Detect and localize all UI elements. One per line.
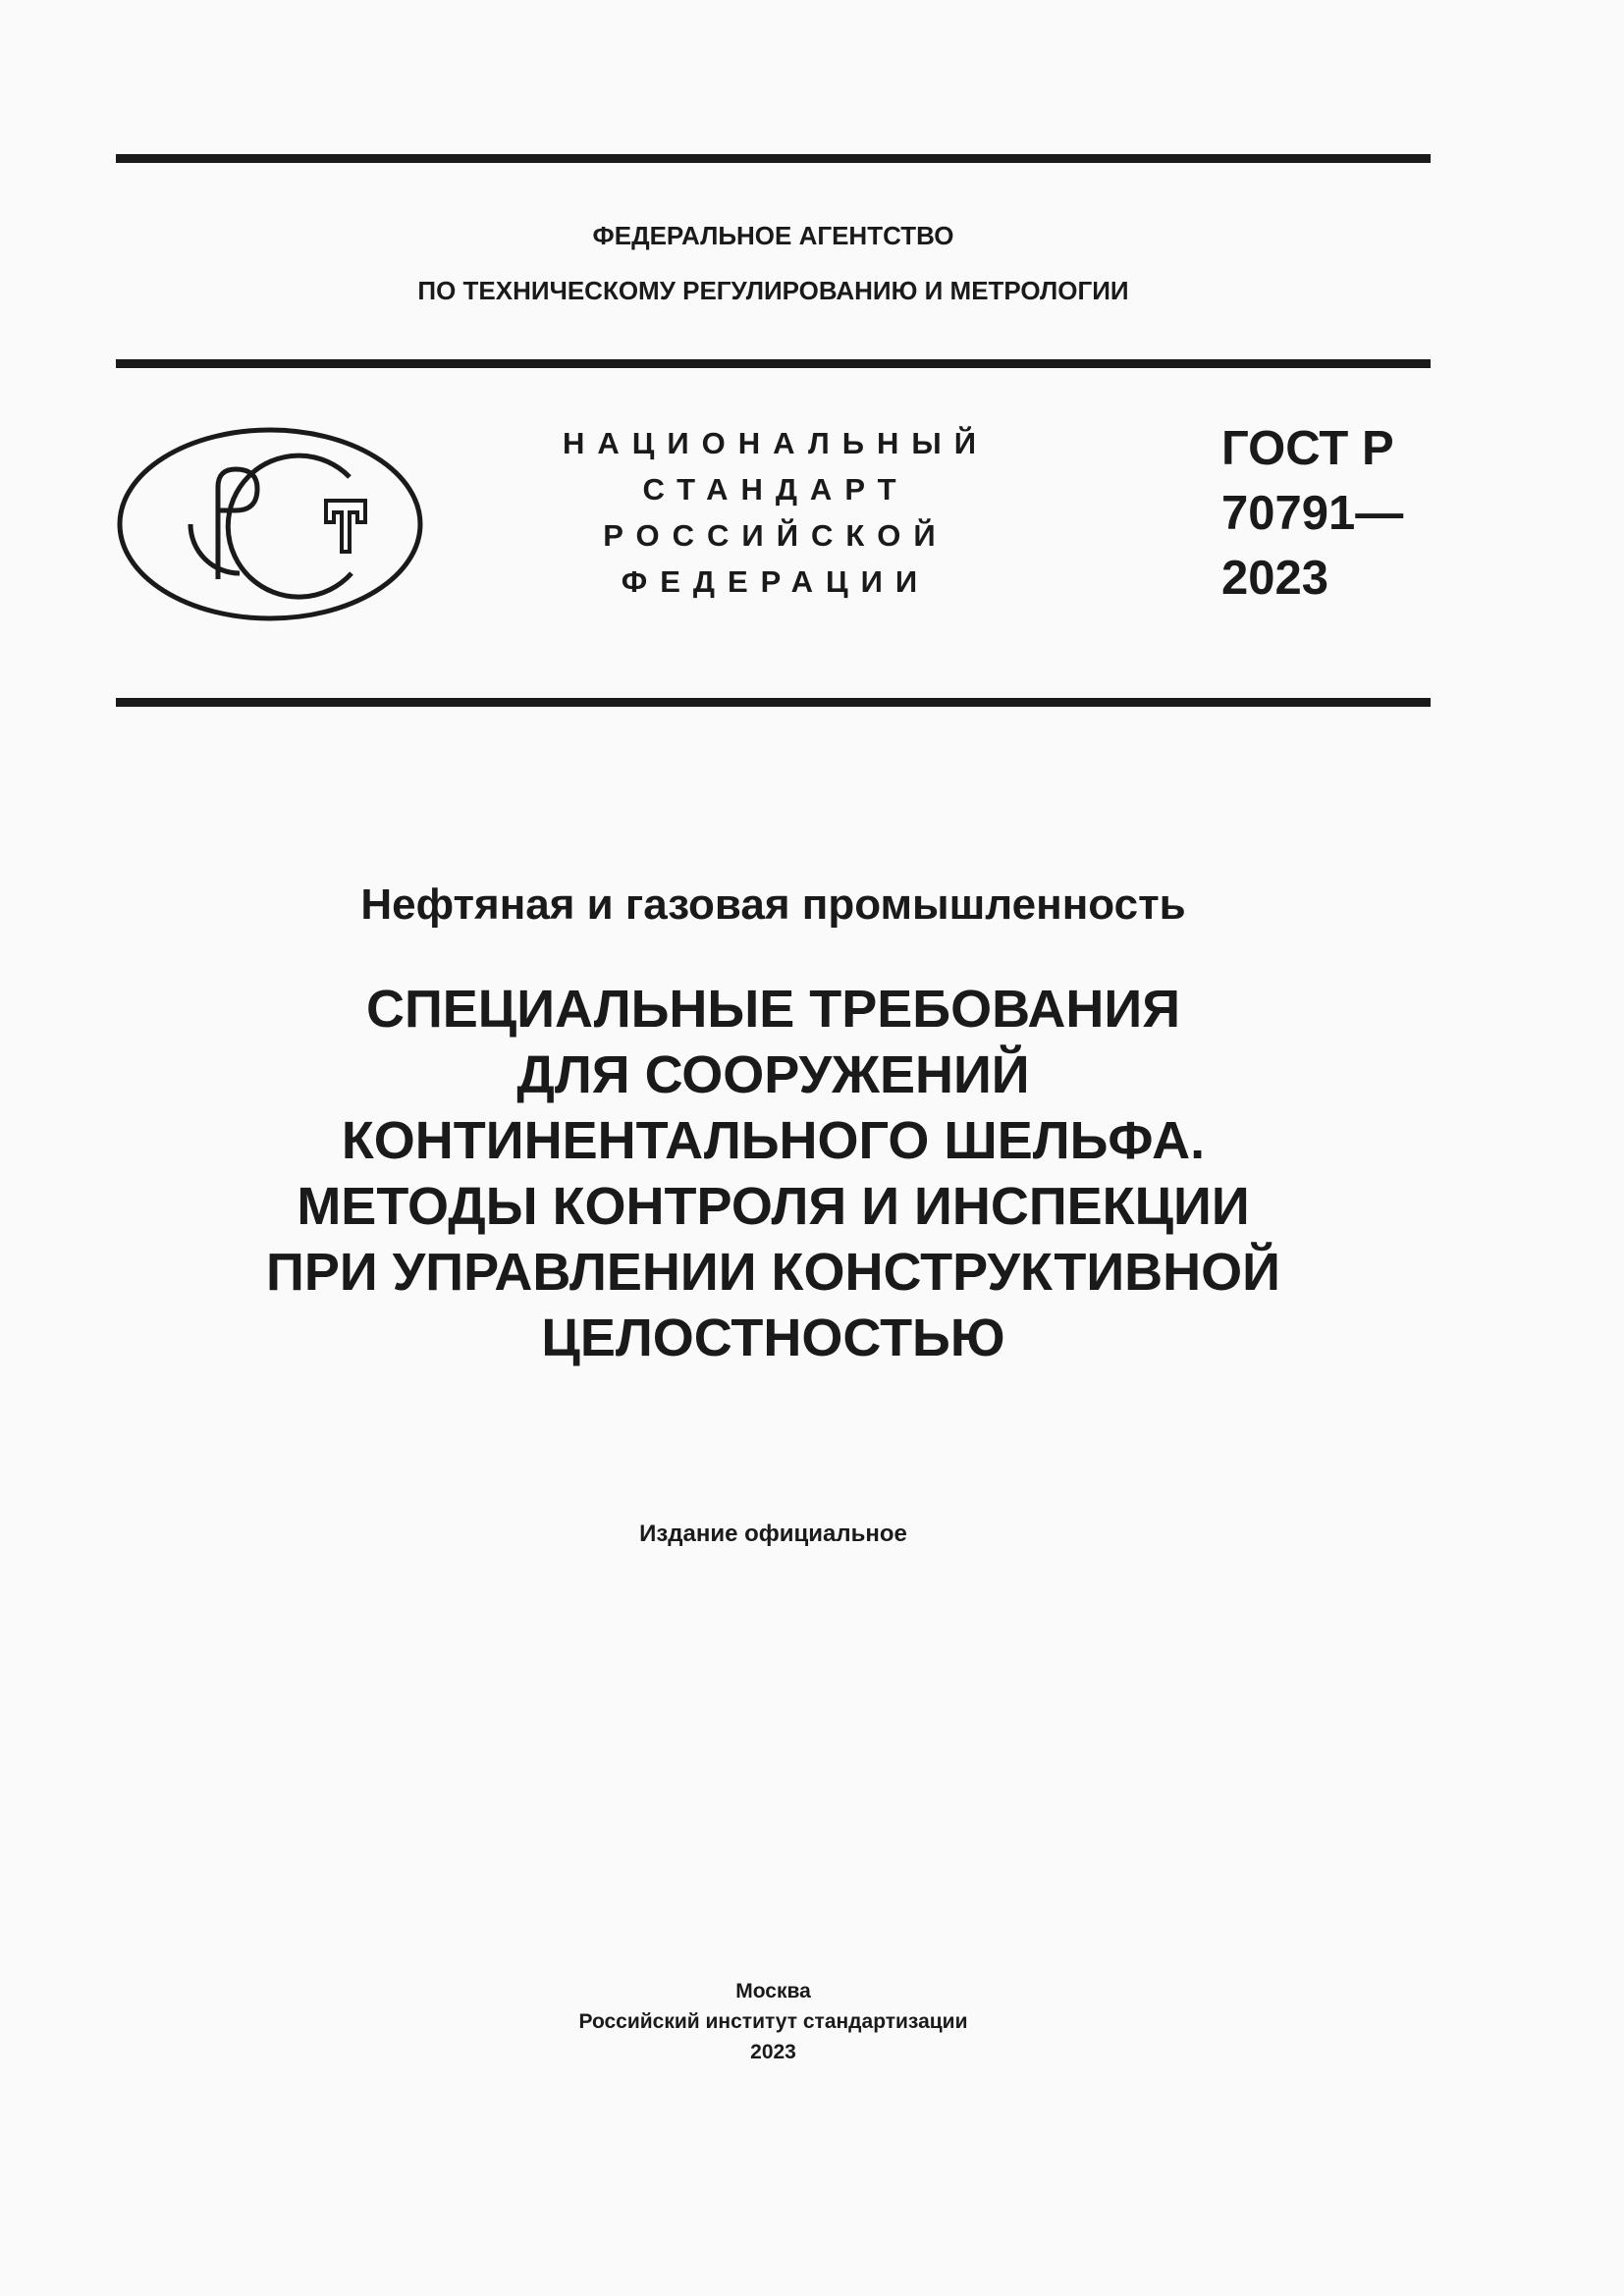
document-title <box>116 977 1431 1371</box>
title-line-4: МЕТОДЫ КОНТРОЛЯ И ИНСПЕКЦИИ <box>297 1177 1250 1236</box>
title-line-5: ПРИ УПРАВЛЕНИИ КОНСТРУКТИВНОЙ <box>266 1243 1280 1302</box>
edition-note: Издание официальное <box>639 1521 907 1547</box>
header-rule <box>116 359 1431 368</box>
title-line-6: ЦЕЛОСТНОСТЬЮ <box>541 1308 1005 1367</box>
national-line-3: РОССИЙСКОЙ <box>603 518 948 553</box>
rst-mark-icon <box>116 426 425 622</box>
imprint-publisher: Российский институт стандартизации <box>578 2010 968 2033</box>
gost-line-3: 2023 <box>1221 552 1329 605</box>
industry-subtitle: Нефтяная и газовая промышленность <box>360 881 1186 929</box>
title-line-2: ДЛЯ СООРУЖЕНИЙ <box>516 1045 1030 1104</box>
imprint-city: Москва <box>735 1980 811 2002</box>
gost-line-1: ГОСТ Р <box>1221 422 1394 475</box>
title-line-1: СПЕЦИАЛЬНЫЕ ТРЕБОВАНИЯ <box>365 980 1181 1039</box>
national-line-4: ФЕДЕРАЦИИ <box>621 564 931 599</box>
standard-block-rule <box>116 698 1431 707</box>
agency-name-line-1: ФЕДЕРАЛЬНОЕ АГЕНТСТВО <box>592 221 954 250</box>
title-line-3: КОНТИНЕНТАЛЬНОГО ШЕЛЬФА. <box>341 1111 1206 1170</box>
national-line-2: СТАНДАРТ <box>642 472 909 507</box>
imprint <box>116 1976 1431 2067</box>
gost-designation <box>1221 416 1437 611</box>
top-rule <box>116 154 1431 163</box>
national-line-1: НАЦИОНАЛЬНЫЙ <box>562 426 990 460</box>
gost-line-2: 70791— <box>1221 487 1404 540</box>
imprint-year: 2023 <box>750 2041 796 2063</box>
national-standard-label <box>550 420 1001 605</box>
agency-name-line-2: ПО ТЕХНИЧЕСКОМУ РЕГУЛИРОВАНИЮ И МЕТРОЛОГИИ <box>417 276 1129 305</box>
